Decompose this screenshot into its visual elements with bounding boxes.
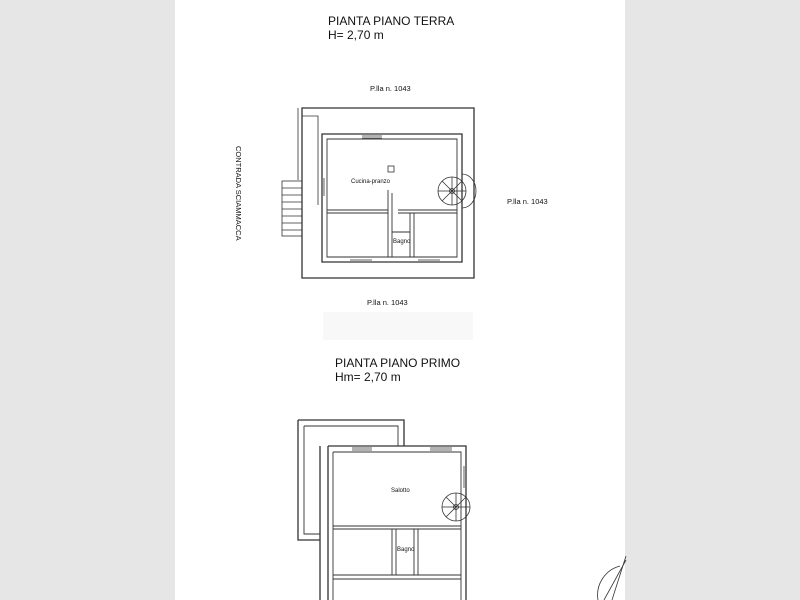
first-spiral-stair (442, 493, 470, 521)
first-floor-height: Hm= 2,70 m (335, 370, 401, 384)
ground-street-edge (298, 108, 318, 205)
first-terrace-outline (298, 420, 404, 540)
ground-floor-height: H= 2,70 m (328, 28, 384, 42)
ground-column (388, 166, 394, 172)
street-label: CONTRADA SCIAMMACCA (234, 146, 243, 241)
first-terrace-inner (304, 426, 398, 534)
north-arrow (598, 556, 626, 600)
external-stairs (282, 181, 302, 236)
room-label-living: Salotto (391, 488, 410, 494)
first-windows (352, 448, 464, 488)
first-floor-plan (298, 420, 470, 600)
room-label-first-bathroom: Bagno (397, 547, 415, 553)
ground-partitions (327, 190, 457, 257)
room-label-kitchen: Cucina-pranzo (351, 179, 391, 185)
room-label-ground-bathroom: Bagno (393, 239, 411, 245)
ground-floor-plan (282, 108, 476, 278)
plot-label-bottom: P.lla n. 1043 (367, 298, 408, 307)
first-building-outer-wall (328, 446, 466, 600)
ground-windows (324, 136, 440, 260)
plot-label-right: P.lla n. 1043 (507, 197, 548, 206)
ground-floor-title: PIANTA PIANO TERRA (328, 14, 455, 28)
plot-label-top: P.lla n. 1043 (370, 84, 411, 93)
first-floor-title: PIANTA PIANO PRIMO (335, 356, 461, 370)
